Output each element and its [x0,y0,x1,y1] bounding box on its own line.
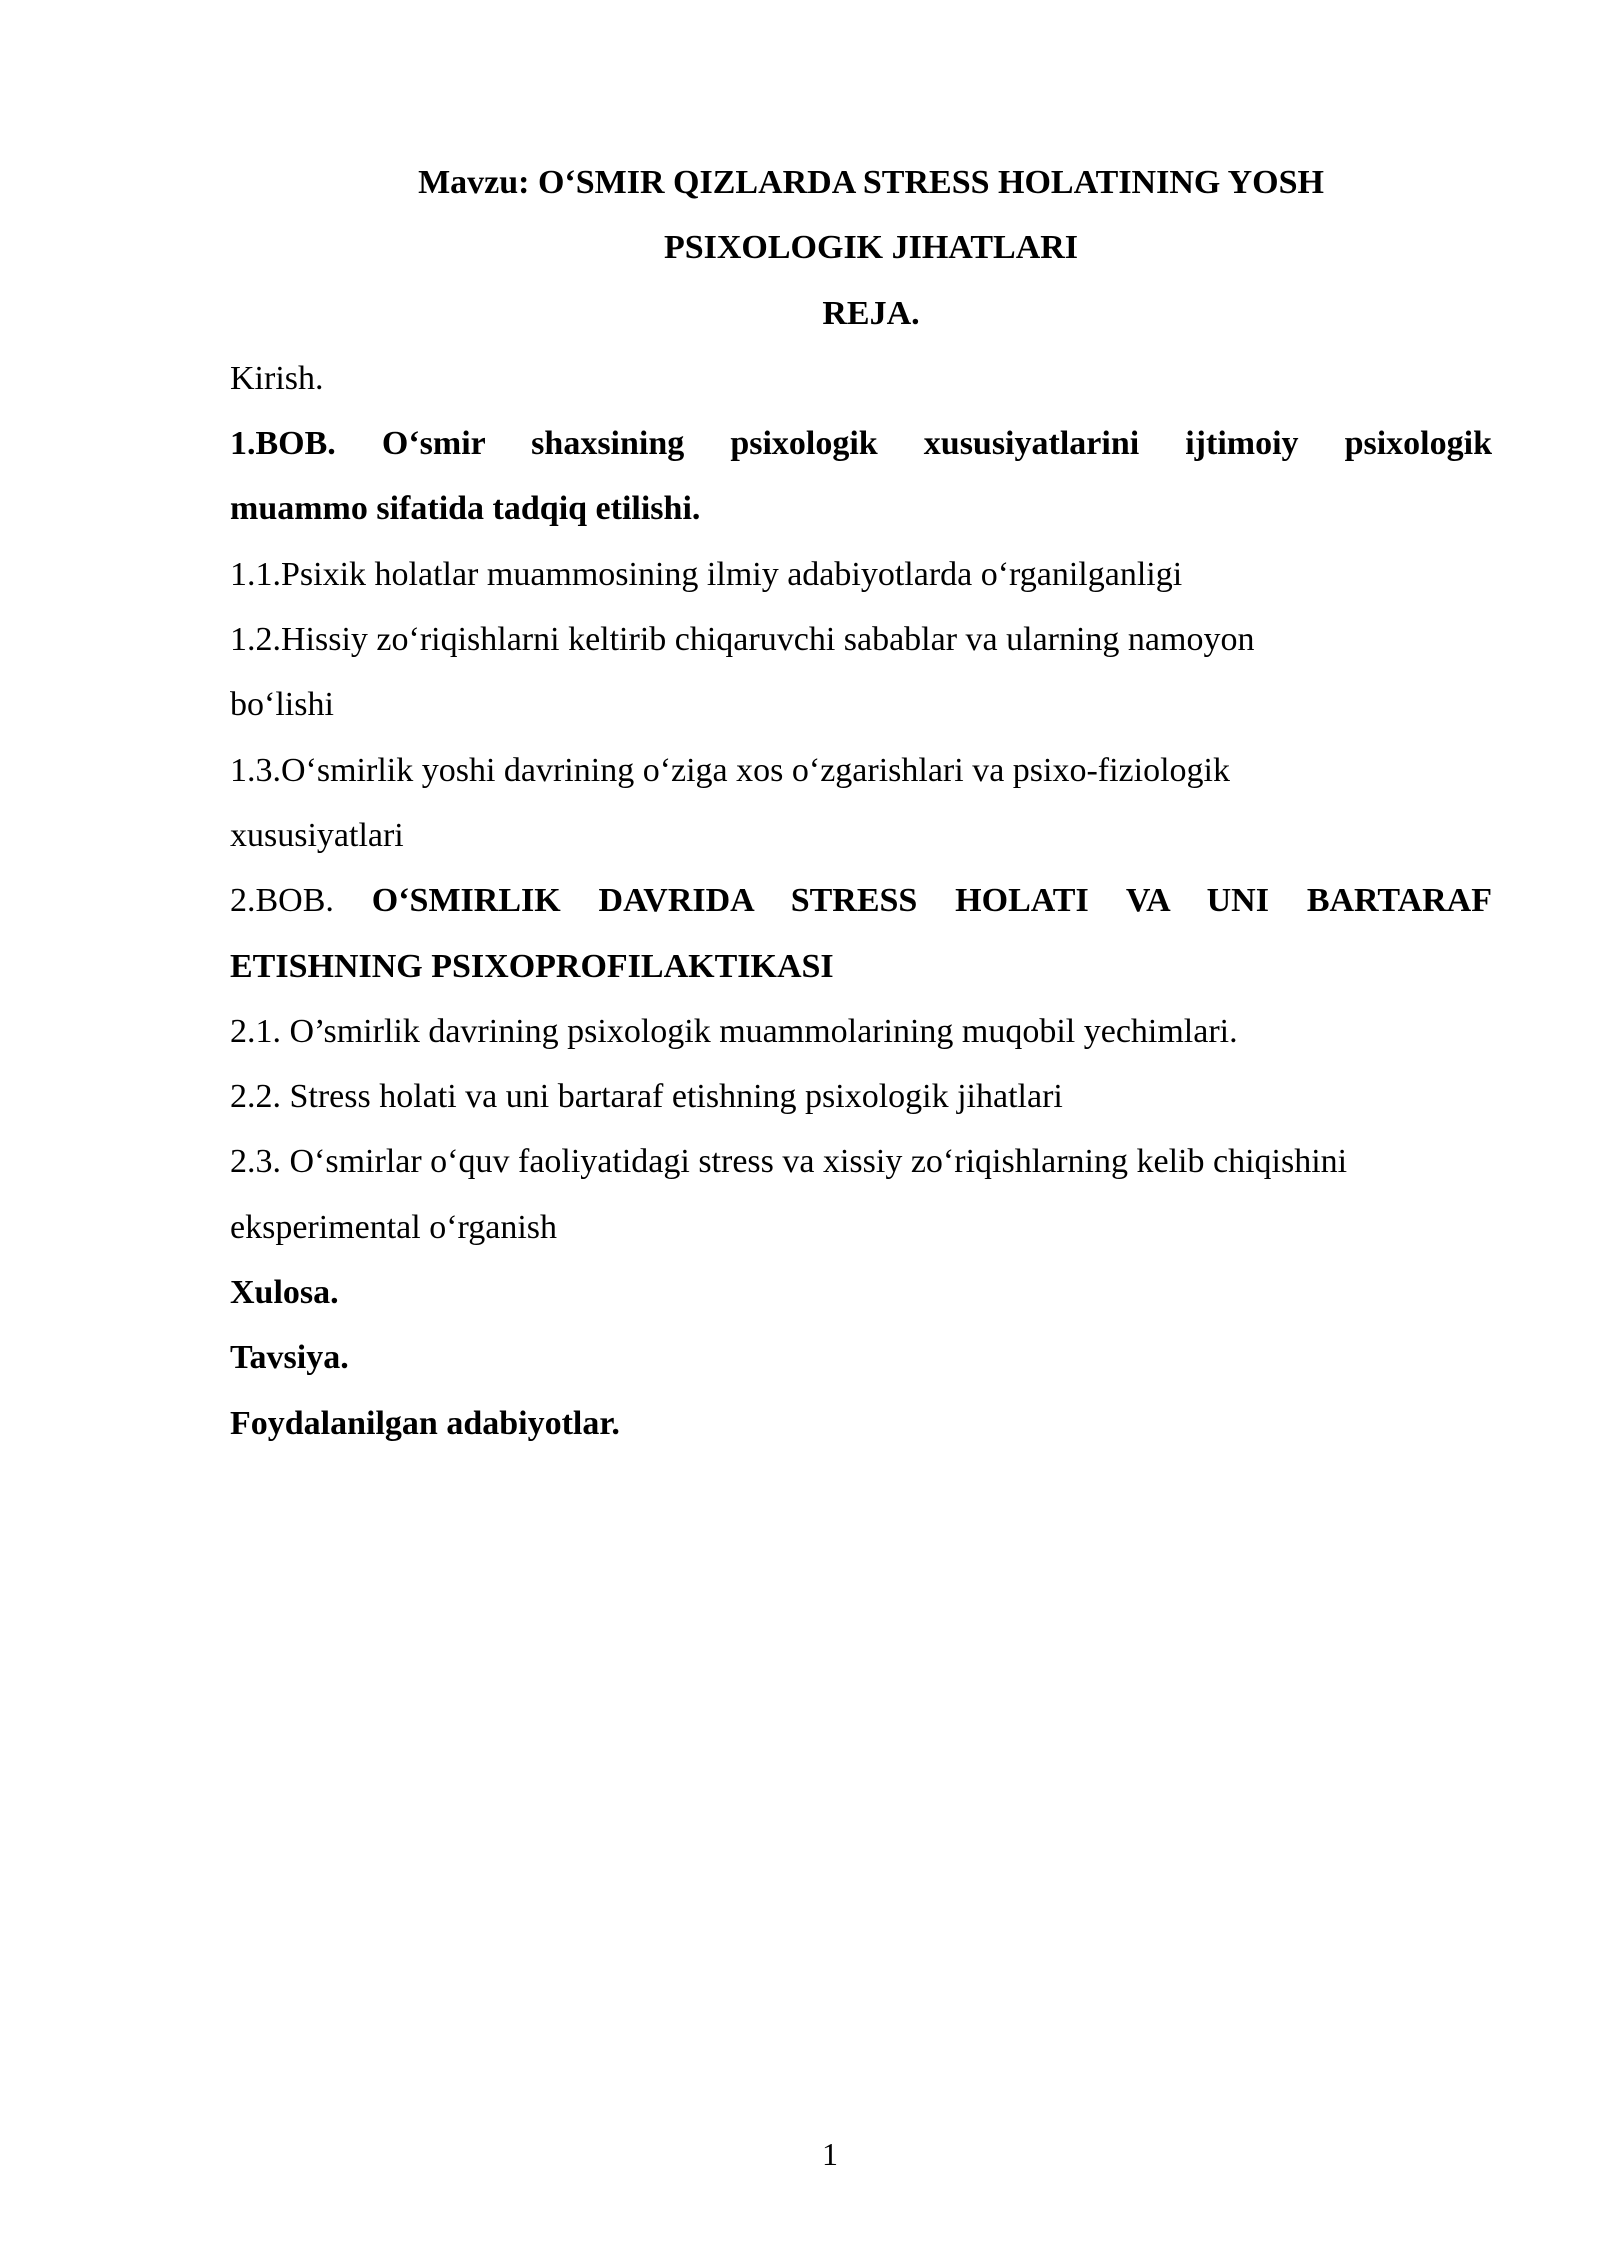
conclusion-item: Xulosa. [230,1274,339,1312]
section-2-1: 2.1. O’smirlik davrining psixologik muammolarining muqobil yechimlari. [230,1012,1238,1050]
section-1-3-line-2: xususiyatlari [230,816,404,854]
section-1-2-line-2: bo‘lishi [230,686,334,724]
page-number: 1 [822,2136,838,2172]
chapter-1-number: 1.BOB. [230,425,336,463]
document-title-line-1: Mavzu: O‘SMIR QIZLARDA STRESS HOLATINING YOSH [418,164,1324,201]
chapter-1-title-line-2: muammo sifatida tadqiq etilishi. [230,490,701,528]
references-item: Foydalanilgan adabiyotlar. [230,1404,620,1442]
chapter-2-title [230,868,1492,933]
section-1-2-line-1: 1.2.Hissiy zo‘riqishlarni keltirib chiqaruvchi sabablar va ularning namoyon [230,621,1255,659]
chapter-1-title-line-1: O‘smir shaxsining psixologik xususiyatlarini ijtimoiy psixologik [381,425,1492,463]
section-2-3-line-1: 2.3. O‘smirlar o‘quv faoliyatidagi stress va xissiy zo‘riqishlarning kelib chiqishini [230,1143,1348,1181]
document-content [230,150,1492,1456]
section-1-1: 1.1.Psixik holatlar muammosining ilmiy adabiyotlarda o‘rganilganligi [230,555,1183,593]
section-2-2: 2.2. Stress holati va uni bartaraf etishning psixologik jihatlari [230,1078,1063,1116]
document-title-line-2: PSIXOLOGIK JIHATLARI [663,229,1079,267]
plan-heading: REJA. [822,294,920,332]
chapter-1-title [230,411,1492,476]
chapter-2-number: 2.BOB. [230,882,334,920]
chapter-2-title-line-2: ETISHNING PSIXOPROFILAKTIKASI [230,947,834,985]
intro-item: Kirish. [230,359,324,397]
chapter-2-title-line-1: O‘SMIRLIK DAVRIDA STRESS HOLATI VA UNI BARTARAF [371,882,1492,920]
section-1-3-line-1: 1.3.O‘smirlik yoshi davrining o‘ziga xos o‘zgarishlari va psixo-fiziologik [230,751,1230,789]
section-2-3-line-2: eksperimental o‘rganish [230,1208,558,1246]
recommendation-item: Tavsiya. [230,1339,349,1377]
